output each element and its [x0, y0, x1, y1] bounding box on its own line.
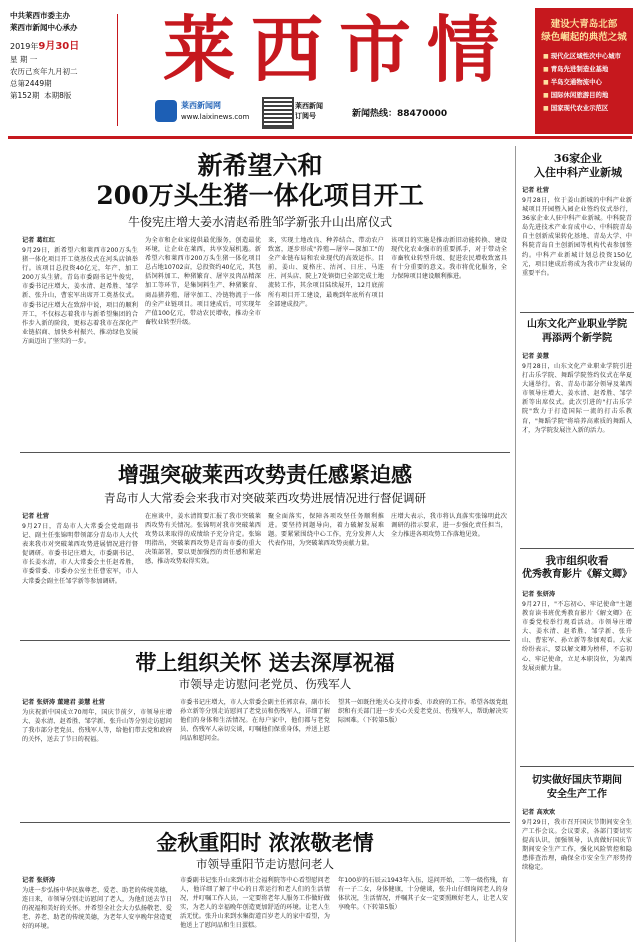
- publisher-line-2: 莱西市新闻中心承办: [10, 23, 78, 32]
- divider: [20, 640, 510, 641]
- right-a1-byline: 记者 杜营: [522, 187, 549, 194]
- article4-col2: 市委副书记张升山来到市社会福利院等中心看望慰问老人，他详细了解了中心的日常运行和老人们的生活情况，并叮嘱工作人员，一定要将老年人服务工作做好做实，为老人的幸福晚年创造更加舒适的环境。让老人生活无忧。张升山来到水集街道百岁老人的家中看望，为他送上了慰问品和生日蛋糕。: [180, 877, 330, 930]
- article3-col1: 为庆祝新中国成立70周年，国庆节前夕，市领导庄增大、姜水清、赵希胜、邹学新、张升山等分别走访慰问了我市部分老党员、伤残军人等，给他们带去党和政府的关怀，送去了节日的祝福。: [22, 709, 172, 744]
- issue-total: 总第2449期: [10, 79, 52, 88]
- newspaper-title: 莱西市情: [162, 7, 515, 92]
- article2-col3: 聚全面落实，保障各项攻坚任务顺利推进。要坚持问题导向，着力破解发展难题。要紧紧围绕中心工作，充分发挥人大代表作用，为突破莱西攻势贡献力量。: [268, 513, 384, 548]
- date-highlight: 9月30日: [38, 41, 80, 52]
- article2-subhead: 青岛市人大常委会来我市对突破莱西攻势进展情况进行督促调研: [104, 491, 426, 505]
- right-a2-headline-2: 再添两个新学院: [542, 333, 612, 344]
- article1-col1: 9月29日，新希望六和莱西市200万头生猪一体化项目开工奠基仪式在河头店镇举行。该项目总投资40亿元，年产、加工200万头生猪。青岛市委副书记牛俊宪，市委书记庄增大，姜水清、赵希胜、邹学新、张升山，曹宏军出席开工奠基仪式。市委书记庄增大在致辞中说，项目的顺利开工，不仅标志着我市与新希望集团的合作步入新的阶段，更标志着我市在深化产业链招商、加快乡村振兴、推动绿色发展方面迈出了坚实的一步。: [22, 247, 138, 345]
- right-a2-text: 9月28日，山东文化产业职业学院引进打击乐学院、舞蹈学院签约仪式在华夏大通举行。省、青岛市部分领导及莱西市领导庄增大、姜水清、赵希胜、邹学新等出席仪式。此次引进的"打击乐学院"致力于打造国际一流的打击乐教育，"舞蹈学院"将培养高素质的舞蹈人才，为学院发展注入新的活力。: [522, 363, 632, 434]
- masthead-rule: [8, 136, 632, 139]
- article2-byline: 记者 杜营: [22, 513, 49, 520]
- article4-col3: 年100岁的石辰云1943年入伍，巡问开始，二等一级伤残，育有一子二女，身体健康，十分健谈，张升山仔细询问老人的身体状况，生活情况，并嘱其子女一定要照顾好老人，让老人安享晚年。（下转第5版）: [338, 877, 508, 912]
- app-url[interactable]: www.laixinews.com: [181, 113, 250, 121]
- article4-byline: 记者 张妍涛: [22, 877, 56, 884]
- right-a4-byline: 记者 高欢欢: [522, 809, 556, 816]
- list-item: ■ 国际休闲旅游目的地: [543, 89, 633, 102]
- divider: [20, 452, 510, 453]
- right-a3-byline: 记者 张妍涛: [522, 591, 556, 598]
- qr-label: 莱西新闻 订阅号: [295, 102, 323, 120]
- article2-col2: 在座谈中，姜水清简要汇报了我市突破莱西攻势有关情况。张锦明对我市突破莱西攻势以来取得的成绩给予充分肯定。张锦明指出，突破莱西攻势是青岛市委的重大决策部署，要以更加强烈的责任感和紧迫感，推动攻势取得实效。: [145, 513, 261, 566]
- issue-date: 2019年9月30日: [10, 41, 80, 52]
- article4-subhead: 市领导重阳节走访慰问老人: [196, 857, 334, 871]
- article4-headline: 金秋重阳时 浓浓敬老情: [156, 830, 374, 855]
- publisher-line-1: 中共莱西市委主办: [10, 11, 70, 20]
- right-a2-byline: 记者 姜慧: [522, 353, 549, 360]
- right-a1-headline-1: 36家企业: [553, 152, 603, 165]
- right-a3-headline-2: 优秀教育影片《解文卿》: [522, 569, 632, 580]
- article1-byline: 记者 葛红红: [22, 237, 56, 244]
- weekday: 星 期 一: [10, 55, 38, 64]
- right-a1-headline-2: 入住中科产业新城: [534, 166, 622, 179]
- list-item: ■ 半岛交通物流中心: [543, 76, 633, 89]
- right-a3-text: 9月27日，"不忘初心、牢记使命"主题教育读书班优秀教育影片《解文卿》在市委党校举行观看活动。市领导庄增大、姜水清、赵希胜、邹学新、张升山、曹宏军、孙立新等参加观看。大家纷纷表示，要以解文卿为榜样，不忘初心、牢记使命，立足本职岗位，为莱西发展贡献力量。: [522, 601, 632, 672]
- article3-byline: 记者 张妍涛 董建君 姜慧 杜营: [22, 699, 105, 706]
- article1-col3: 来，实现土地改良、种养结合、带动农户致富，逐步形成"养殖—屠宰—深加工"的全产业链布局和农业现代的高效运作。目前，姜山、夏格庄、沽河、日庄、马连庄、河头店、院上7处镇街已全部完成土地流转工作，其余项目陆续展开，12月底前所有项目开工建设，最晚到年底所有项目全部建成投产。: [268, 237, 384, 308]
- slogan-title: 建设大青岛北部 绿色崛起的典范之城: [541, 19, 627, 43]
- article1-headline-1: 新希望六和: [197, 151, 323, 180]
- right-a4-text: 9月29日，我市召开国庆节期间安全生产工作会议。会议要求，各部门要切实提高认识，加强领导，认真做好国庆节期间安全生产工作，强化风险管控和隐患排查治理，确保全市安全生产形势持续稳定。: [522, 819, 632, 872]
- slogan-box: [535, 8, 633, 134]
- lunar-date: 农历己亥年九月初二: [10, 67, 78, 76]
- masthead-divider: [117, 14, 118, 126]
- slogan-list: [543, 50, 633, 115]
- article1-headline-2: 200万头生猪一体化项目开工: [96, 181, 424, 210]
- app-logo: [155, 100, 177, 122]
- divider: [520, 766, 634, 767]
- article3-col3: 望其一如既往地关心支持市委、市政府的工作。希望各级党组织和有关部门进一步关心关爱老党员、伤残军人，帮助解决实际困难。（下转第5版）: [338, 699, 508, 725]
- app-name: 莱西新闻网: [181, 101, 221, 110]
- article2-headline: 增强突破莱西攻势责任感紧迫感: [118, 462, 412, 487]
- article3-subhead: 市领导走访慰问老党员、伤残军人: [178, 677, 352, 691]
- list-item: ■ 现代化区域性次中心城市: [543, 50, 633, 63]
- qr-code-icon: [262, 97, 294, 129]
- right-a4-headline-2: 安全生产工作: [547, 789, 607, 800]
- right-a2-headline-1: 山东文化产业职业学院: [527, 319, 627, 330]
- right-a1-text: 9月28日，位于姜山新城的中科产业新城项目开园暨入园企业签约仪式举行，36家企业人驻中科产业新城。中科院青岛先进技术产业育成中心、中科院青岛自主创新成果转化基地、青岛大学、中科院青岛自主创新园等机构代表参加签约。中科产业新城计划总投资150亿元，项目建成后将成为我市产业发展的重要平台。: [522, 197, 632, 277]
- divider: [520, 548, 634, 549]
- article1-col2: 为全市和企业家提供最优服务，创造最优环境，让企业在莱西，共享发展机遇。新希望六和莱西市200万头生猪一体化项目总占地10702亩，总投资约40亿元，其包括饲料加工、种猪繁育、屠宰及肉品精深加工等环节，是集饲料生产、种猪繁育、商品猪养殖、屠宰加工、冷链物流于一体的全产业链项目。项目建成后，可实现年产值100亿元，带动农民增收，推动全市畜牧业转型升级。: [145, 237, 261, 326]
- article2-col4: 庄增大表示，我市将认真落实张锦明此次调研的指示要求，进一步强化责任担当，全力推进各项攻势工作落地见效。: [391, 513, 507, 539]
- divider: [520, 312, 634, 313]
- news-hotline: 新闻热线：88470000: [352, 109, 448, 119]
- divider: [20, 822, 510, 823]
- article2-col1: 9月27日，青岛市人大常委会党组副书记、副主任张锦明带领部分青岛市人大代表来我市对突破莱西攻势进展情况进行督促调研。市委书记庄增大，市委副书记、市长姜水清，市人大常委会主任赵希胜，市委常委、市委办公室主任曹宏军，市人大常委会副主任邹学新等参加调研。: [22, 523, 138, 585]
- list-item: ■ 国家现代农业示范区: [543, 102, 633, 115]
- masthead-info: [10, 10, 115, 102]
- article4-col1: 为进一步弘扬中华民族尊老、爱老、助老的传统美德，连日来，市领导分别走访慰问了老人，为他们送去节日的祝福和美好的关怀。并希望全社会大力弘扬敬老、爱老、养老、助老的传统美德，为老年人安享晚年营造更好的环境。: [22, 887, 172, 931]
- article3-col2: 市委书记庄增大，市人大常委会副主任郭京春，副市长孙立新等分别走访慰问了老党员和伤残军人，详细了解他们的身体和生活情况。在每户家中，他们都与老党员、伤残军人亲切交谈，叮嘱他们保重身体，并送上慰问品和慰问金。: [180, 699, 330, 743]
- list-item: ■ 青岛先进制造业基地: [543, 63, 633, 76]
- column-divider: [515, 146, 516, 942]
- article3-headline: 带上组织关怀 送去深厚祝福: [135, 650, 395, 675]
- article1-col4: 该项目的实施是推动新旧动能转换、建设现代化农业强市的重要抓手，对于带动全市畜牧业转型升级、促进农民增收致富具有十分重要的意义。我市将优化服务，全力保障项目建设顺利推进。: [391, 237, 507, 281]
- article1-subhead: 牛俊宪庄增大姜水清赵希胜邹学新张升山出席仪式: [127, 215, 392, 229]
- right-a4-headline-1: 切实做好国庆节期间: [532, 775, 622, 786]
- right-a3-headline-1: 我市组织收看: [545, 555, 609, 567]
- issue-week: 第152期 本期8版: [10, 91, 72, 100]
